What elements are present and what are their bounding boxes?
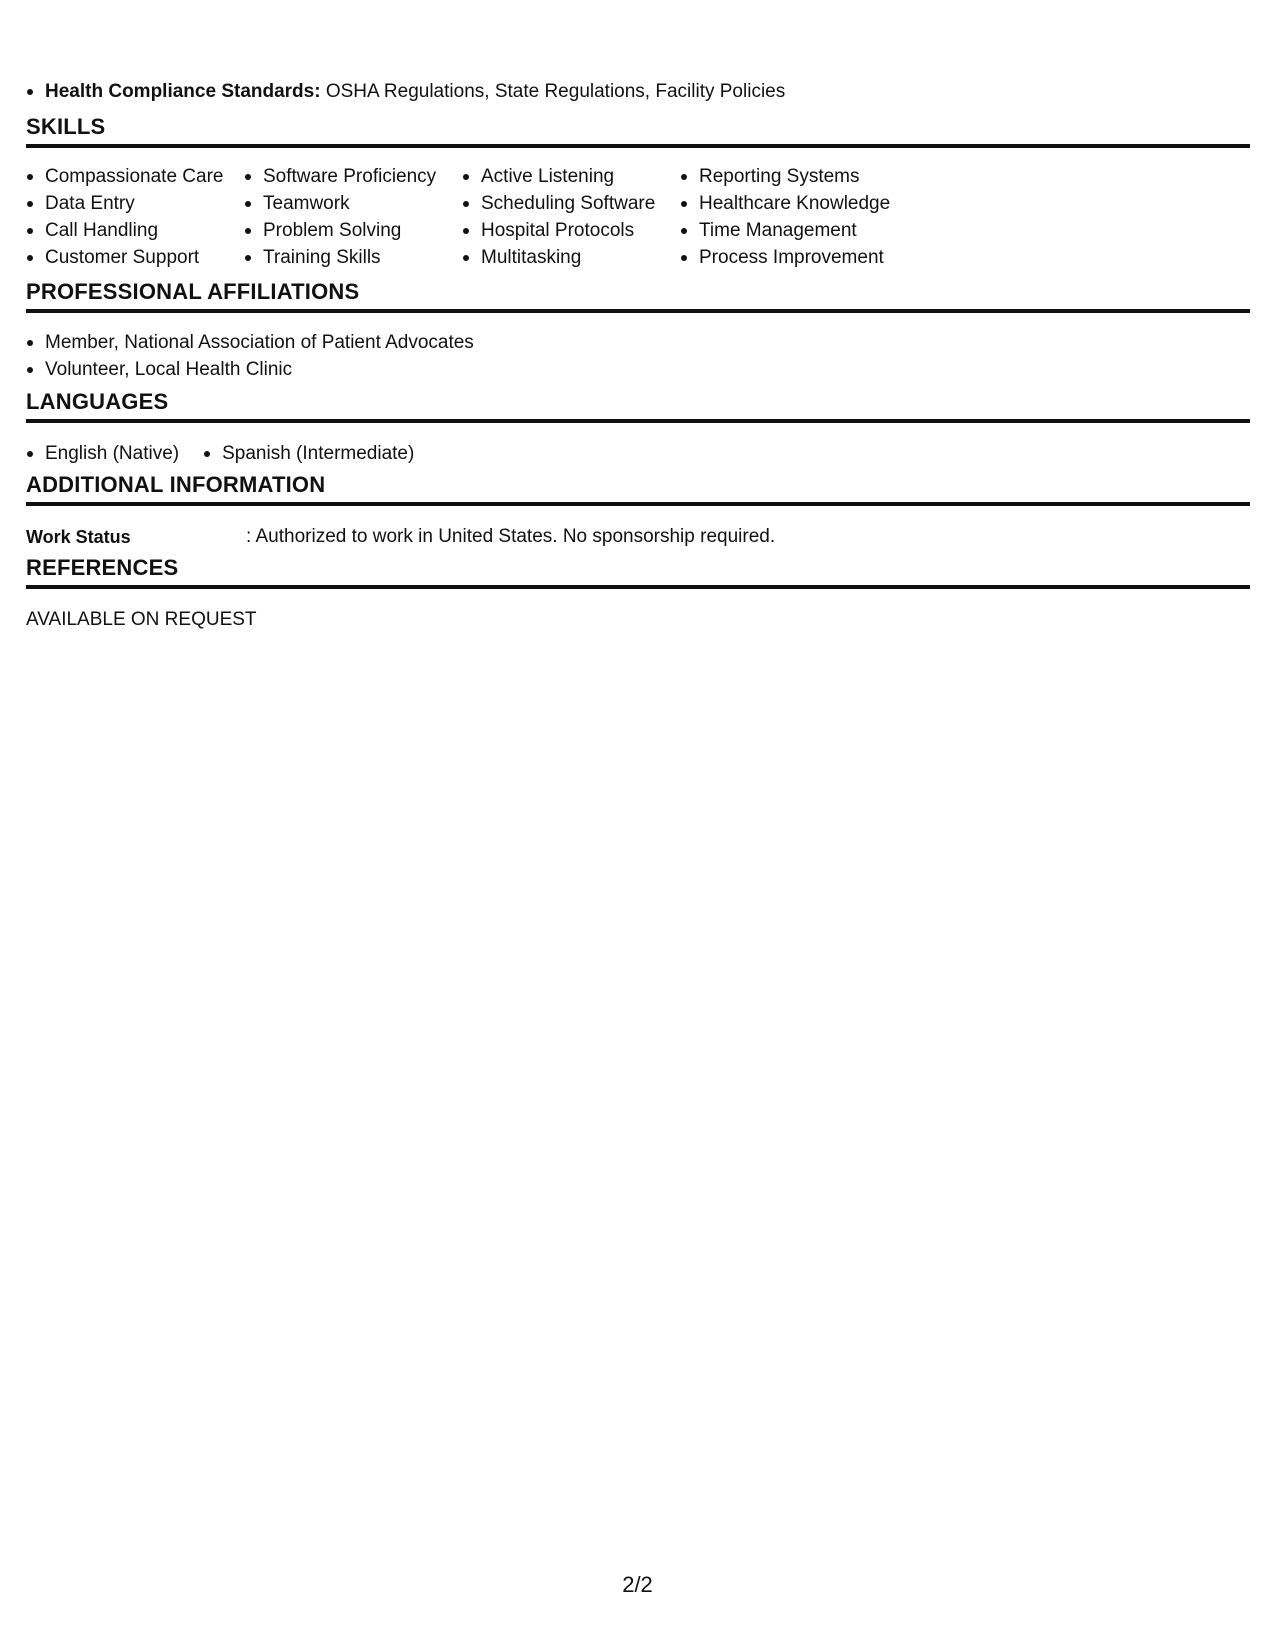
language-item: English (Native) (26, 440, 179, 467)
skill-item: Call Handling (26, 217, 244, 244)
skill-item: Software Proficiency (244, 163, 462, 190)
skills-column-1 (26, 163, 244, 271)
affiliation-item: Member, National Association of Patient Advocates (26, 329, 474, 356)
skill-item: Scheduling Software (462, 190, 680, 217)
compliance-list (26, 78, 785, 105)
skill-item: Compassionate Care (26, 163, 244, 190)
references-heading: REFERENCES (26, 553, 1250, 589)
skill-item: Active Listening (462, 163, 680, 190)
compliance-item (26, 78, 785, 105)
skill-item: Training Skills (244, 244, 462, 271)
page-number: 2/2 (622, 1572, 653, 1597)
skills-column-3 (462, 163, 680, 271)
skill-item: Healthcare Knowledge (680, 190, 940, 217)
skills-column-2 (244, 163, 462, 271)
skill-item: Data Entry (26, 190, 244, 217)
skill-item: Problem Solving (244, 217, 462, 244)
additional-info-heading: ADDITIONAL INFORMATION (26, 470, 1250, 506)
affiliations-list (26, 329, 474, 383)
affiliations-heading: PROFESSIONAL AFFILIATIONS (26, 277, 1250, 313)
languages-list (26, 440, 438, 467)
skill-item: Hospital Protocols (462, 217, 680, 244)
work-status-row (26, 524, 775, 550)
skill-item: Reporting Systems (680, 163, 940, 190)
references-text: AVAILABLE ON REQUEST (26, 609, 257, 630)
languages-heading: LANGUAGES (26, 387, 1250, 423)
skills-column-4 (680, 163, 940, 271)
skill-item: Multitasking (462, 244, 680, 271)
work-status-value: : Authorized to work in United States. No sponsorship required. (246, 526, 776, 547)
skills-heading: SKILLS (26, 112, 1250, 148)
compliance-label: Health Compliance Standards: (45, 81, 321, 102)
skills-grid (26, 163, 940, 271)
resume-page (26, 0, 1250, 1650)
affiliation-item: Volunteer, Local Health Clinic (26, 356, 474, 383)
language-item: Spanish (Intermediate) (203, 440, 414, 467)
compliance-value: OSHA Regulations, State Regulations, Facility Policies (320, 81, 786, 102)
skill-item: Time Management (680, 217, 940, 244)
skill-item: Customer Support (26, 244, 244, 271)
skill-item: Process Improvement (680, 244, 940, 271)
work-status-label: Work Status (26, 527, 131, 547)
skill-item: Teamwork (244, 190, 462, 217)
